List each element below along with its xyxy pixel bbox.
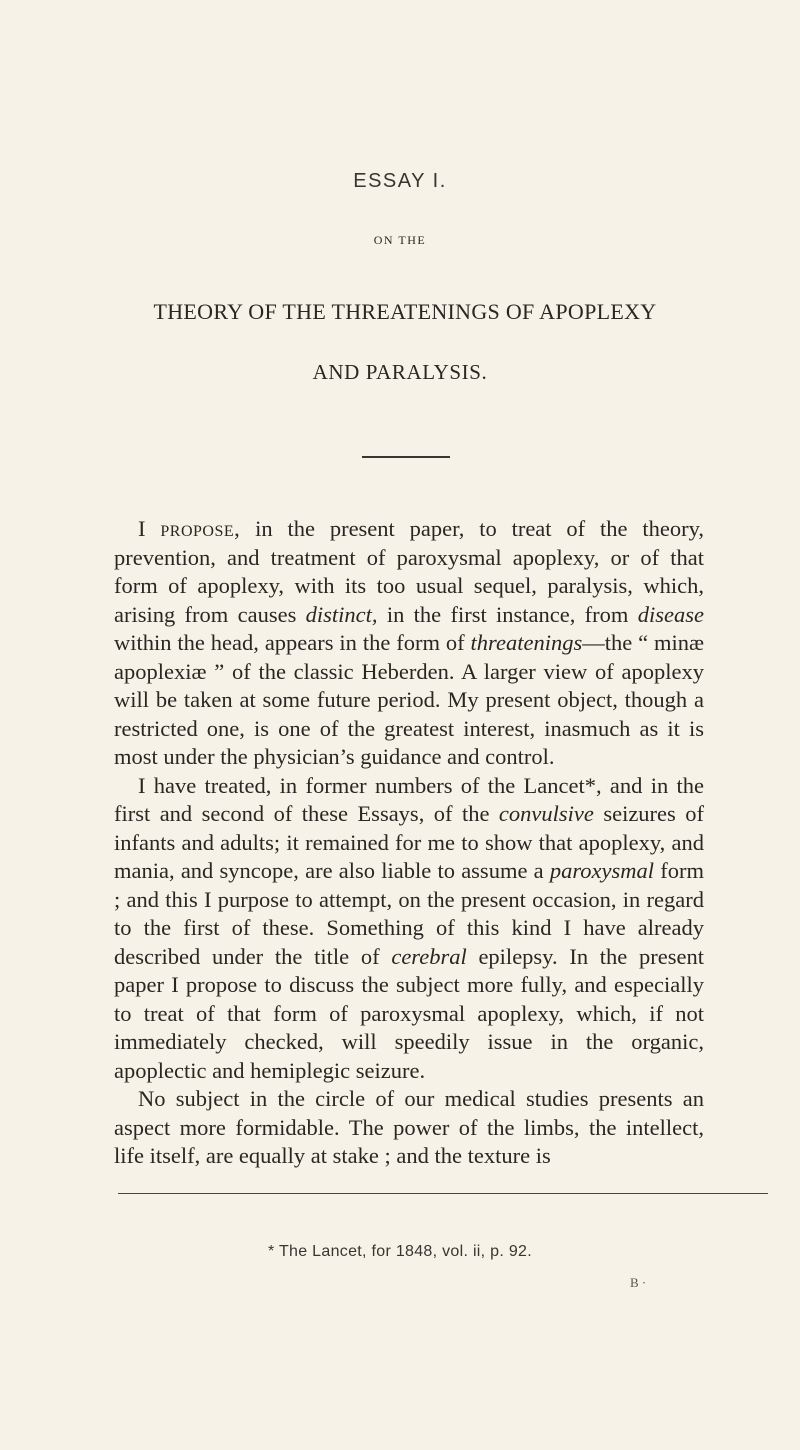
p2-emphasis-cerebral: cerebral <box>391 943 467 969</box>
p1-emphasis-distinct: distinct, <box>305 601 378 627</box>
drop-initial: I <box>138 516 146 541</box>
p2-emphasis-convulsive: convulsive <box>498 801 594 826</box>
p2-text-a: I have treated, in former numbers of the Lancet*, and in the first and second of these Essays, of the <box>114 772 704 826</box>
footnote-rule <box>118 1193 768 1194</box>
p2-emphasis-paroxysmal: paroxysmal <box>549 858 655 883</box>
p1-emphasis-disease: disease <box>637 601 704 627</box>
p2-text-b: seizures of infants and adults; it remained for me to show that apoplexy, and mania, and syncope, are also liable to assume a <box>114 801 704 883</box>
title-divider <box>362 456 450 458</box>
signature-mark: B · <box>630 1275 647 1290</box>
title-line-1: THEORY OF THE THREATENINGS OF APOPLEXY <box>153 299 657 324</box>
p1-text-b: in the first instance, from <box>377 601 638 627</box>
p1-emphasis-threatenings: threatenings <box>470 630 583 655</box>
essay-number: ESSAY I. <box>353 170 447 192</box>
paragraph-1 <box>114 515 704 772</box>
paragraph-3: No subject in the circle of our medical studies presents an aspect more formidable. The power of the limbs, the intellect, life itself, are equally at stake ; and the texture is <box>114 1086 704 1168</box>
p2-text-d: epilepsy. In the present paper I propose to discuss the subject more fully, and especially to treat of that form of paroxysmal apoplexy, which, if not immediately checked, will speedily issue in the organic, apoplectic and hemiplegic seizure. <box>114 943 704 1083</box>
p2-text-c: form ; and this I purpose to attempt, on the present occasion, in regard to the first of these. Something of this kind I have already described under the title of <box>114 858 704 969</box>
paragraph-2 <box>114 772 704 1086</box>
subheading-on-the: ON THE <box>373 233 427 247</box>
smallcaps-opening: propose, <box>160 516 241 541</box>
footnote: * The Lancet, for 1848, vol. ii, p. 92. <box>267 1243 532 1260</box>
p1-text-d: —the “ minæ apoplexiæ ” of the classic Heberden. A larger view of apoplexy will be taken at some future period. My present object, though a restricted one, is one of the greatest interest, inasmuch as it is most under the physician’s guidance and control. <box>114 630 705 769</box>
p1-text-a: in the present paper, to treat of the theory, prevention, and treatment of paroxysmal apoplexy, or of that form of apoplexy, with its too usual sequel, paralysis, which, arising from causes <box>114 516 705 627</box>
body-text <box>114 515 704 1171</box>
p1-text-c: within the head, appears in the form of <box>114 630 471 655</box>
title-line-2: AND PARALYSIS. <box>312 360 488 384</box>
